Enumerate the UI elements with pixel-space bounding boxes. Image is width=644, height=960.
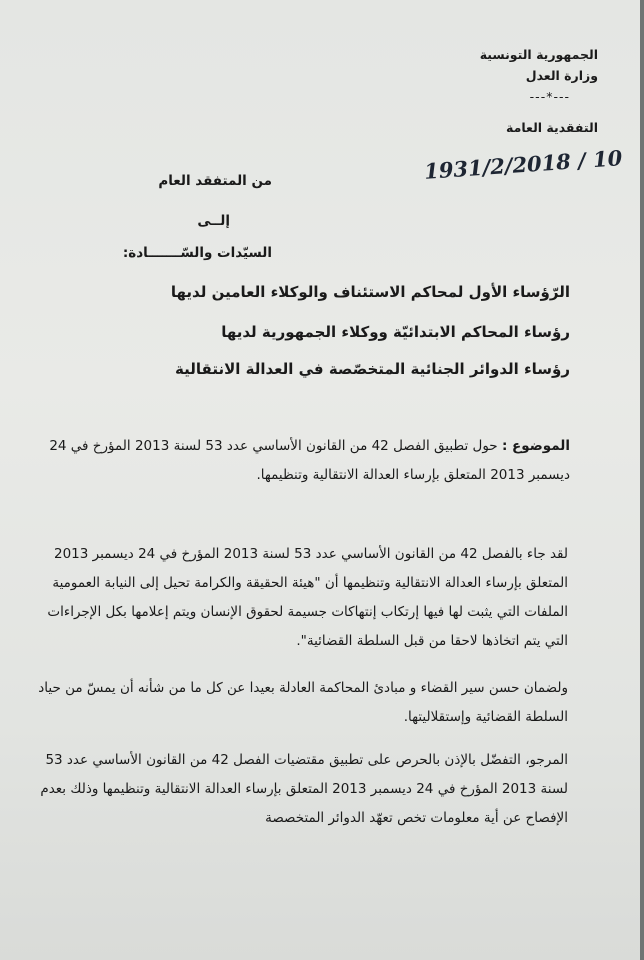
subject-block [30,432,570,490]
recipient-intro: إلــى [197,213,230,229]
salutation: السيّدات والسّـــــــادة: [122,245,272,261]
addressee-line: رؤساء الدوائر الجنائية المتخصّصة في العدالة الانتقالية [175,360,570,378]
body-paragraph: لقد جاء بالفصل 42 من القانون الأساسي عدد 53 لسنة 2013 المؤرخ في 24 ديسمبر 2013 المتعلق بإرساء العدالة الانتقالية وتنظيمها أن "هيئة الحقيقة والكرامة تحيل إلى النيابة العمومية الملفات التي يثبت لها فيها إرتكاب إنتهاكات جسيمة لحقوق الإنسان ويتم إعلامها بكل الإجراءات التي يتم اتخاذها لاحقا من قبل السلطة القضائية". [47,546,568,649]
letterhead-ministry: وزارة العدل [525,68,598,83]
letterhead-separator: ---*--- [529,89,570,104]
body-paragraph: المرجو، التفضّل بالإذن بالحرص على تطبيق مقتضيات الفصل 42 من القانون الأساسي عدد 53 لسنة 2013 المؤرخ في 24 ديسمبر 2013 المتعلق بإرساء العدالة الانتقالية وتنظيمها وذلك بعدم الإفصاح عن أية معلومات تخص تعهّد الدوائر المتخصصة [40,752,568,826]
subject-label: الموضوع : [501,438,570,454]
subject-text: حول تطبيق الفصل 42 من القانون الأساسي عدد 53 لسنة 2013 المؤرخ في 24 ديسمبر 2013 المتعلق بإرساء العدالة الانتقالية وتنظيمها. [49,438,570,483]
body-paragraph: ولضمان حسن سير القضاء و مبادئ المحاكمة العادلة بعيدا عن كل ما من شأنه أن يمسّ من حياد السلطة القضائية وإستقلاليتها. [38,680,568,725]
letterhead [378,44,598,138]
addressee-line: الرّؤساء الأول لمحاكم الاستئناف والوكلاء العامين لديها [170,283,570,301]
handwritten-date: 1931/2/2018 / 10 [422,145,623,184]
letterhead-inspection: التفقدية العامة [506,120,598,135]
sender-line: من المتفقد العام [158,173,272,189]
letterhead-republic: الجمهورية التونسية [479,47,598,62]
addressee-line: رؤساء المحاكم الابتدائيّة ووكلاء الجمهورية لديها [221,323,570,341]
